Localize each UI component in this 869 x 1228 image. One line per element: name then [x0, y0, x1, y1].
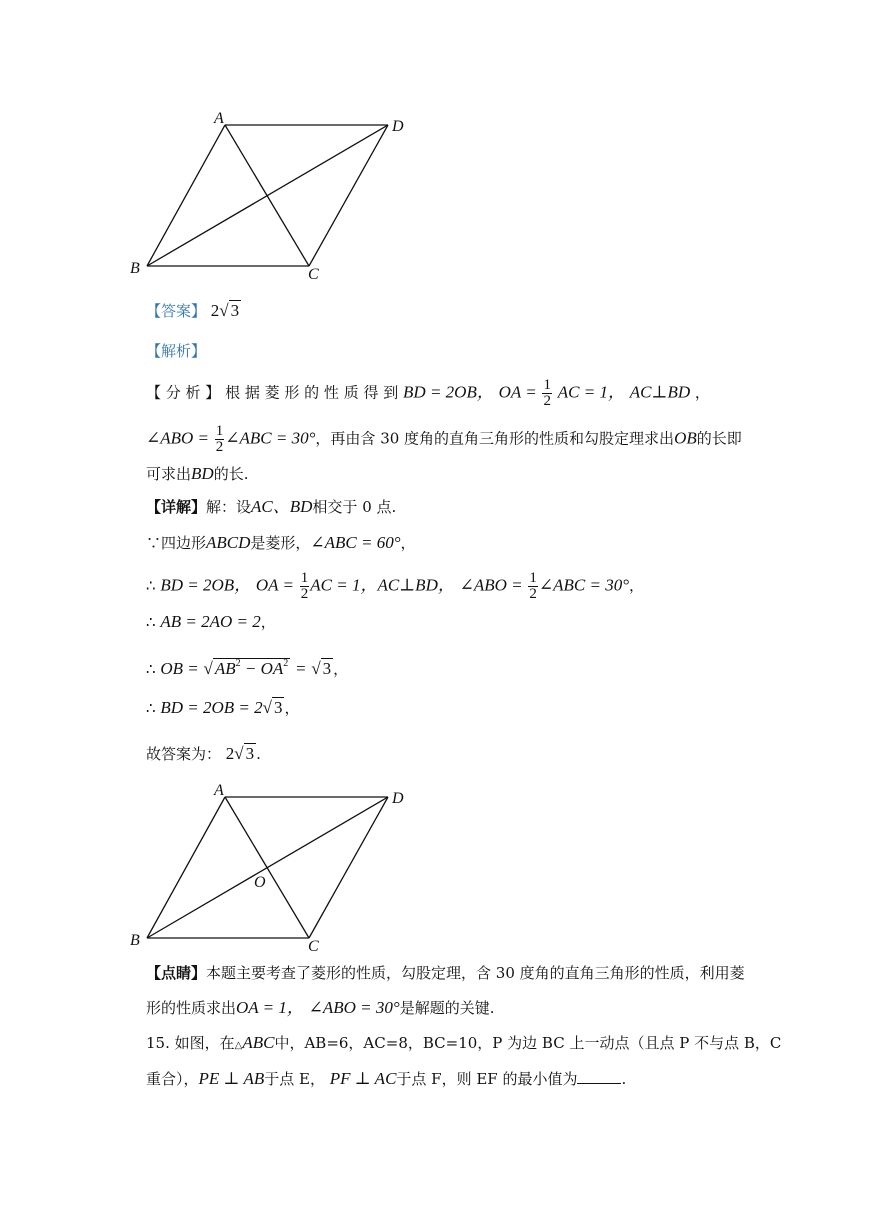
detail-step-5 [146, 697, 759, 719]
question-text-c: 重合）， [146, 1070, 199, 1088]
eq-ac-perp-bd: AC⊥BD [629, 382, 691, 402]
analysis-tag-line [146, 340, 759, 362]
eq-bd-2ob: BD = 2OB， [403, 382, 494, 402]
comment-line-2 [146, 997, 759, 1019]
question-line-2 [146, 1068, 759, 1090]
step1-angle: ∠ABC = 60° [310, 533, 401, 552]
step4-eq: = [295, 659, 307, 678]
comment-text-b: 形的性质求出 [146, 999, 237, 1017]
step3-ab: AB = 2AO = 2 [160, 612, 261, 631]
pf-perp-ac: PF ⊥ AC [329, 1069, 397, 1088]
sqrt-ab-oa: √ $AB^2 - OA^2$ [203, 658, 289, 678]
step2-oa-rhs: AC = 1， [310, 575, 378, 595]
question-text-f: . [621, 1070, 627, 1088]
label-c: C [308, 938, 319, 955]
analysis-text-3b: 的长. [213, 465, 249, 483]
fraction-half-2: $\frac{1}{2}$ [215, 423, 224, 455]
eq-oa-lhs: OA = [498, 382, 537, 402]
therefore-symbol: ∴ [146, 576, 156, 595]
detail-tag: 【详解】 [146, 498, 207, 516]
question-text-d: 于点 E， [264, 1070, 325, 1088]
comment-text-a: 本题主要考查了菱形的性质，勾股定理，含 30 度角的直角三角形的性质，利用菱 [206, 964, 745, 982]
step3-b: ， [260, 613, 276, 631]
answer-line [146, 300, 759, 322]
comment-angle: ∠ABO = 30° [308, 998, 400, 1017]
comment-tag: 【点睛】 [146, 964, 207, 982]
label-d: D [392, 790, 404, 807]
therefore-symbol: ∴ [146, 613, 156, 631]
detail-step-4 [146, 653, 759, 680]
step4-ob: OB = [160, 659, 199, 678]
label-a: A [214, 110, 224, 127]
diagonal-bd [147, 125, 388, 266]
side-cd [309, 797, 388, 938]
comment-oa: OA = 1， [236, 998, 304, 1017]
therefore-symbol: ∴ [146, 660, 156, 678]
label-b: B [130, 260, 140, 277]
detail-intro [146, 496, 759, 518]
question-number: 15. [146, 1034, 170, 1052]
analysis-text-2a: ，再由含 30 度角的直角三角形的性质和勾股定理求出 [315, 429, 675, 448]
answer-tag: 【答案】 [146, 302, 207, 320]
step5-bd: BD = 2OB = 2 [160, 698, 263, 717]
label-b: B [130, 932, 140, 949]
rhombus-diagram [120, 108, 420, 288]
comment-text-c: 是解题的关键. [399, 999, 495, 1017]
analysis-line-3 [146, 463, 759, 485]
question-text-b: 中，AB=6，AC=8，BC=10，P 为边 BC 上一动点（且点 P 不与点 B，C [274, 1034, 782, 1052]
answer-sqrt: √ 3 [219, 301, 240, 320]
answer-blank [577, 1069, 621, 1084]
eq-abo-lhs: ∠ABO = [146, 428, 210, 448]
comma: ， [694, 383, 710, 402]
label-a: A [214, 782, 224, 799]
comment-line-1 [146, 962, 759, 984]
rhombus-figure-top [120, 108, 420, 288]
therefore-symbol: ∴ [146, 699, 156, 717]
analysis-tag: 【解析】 [146, 342, 207, 360]
eq-oa-rhs: AC = 1， [557, 382, 625, 402]
final-b: . [256, 745, 261, 763]
sqrt-3b: √ 3 [262, 698, 283, 717]
fenxi-tag: 【 分 析 】 [146, 383, 221, 402]
analysis-text-3a: 可求出 [146, 465, 192, 483]
analysis-line-1 [146, 378, 759, 409]
step1-c: ， [400, 534, 416, 552]
label-o: O [254, 874, 266, 891]
side-ab [147, 125, 225, 266]
step2-b: ， [629, 576, 645, 595]
step1-abcd: ABCD [206, 533, 251, 552]
detail-intro-math: AC、BD [251, 497, 313, 516]
sqrt-final: √ 3 [234, 744, 255, 763]
step1-b: 是菱形， [250, 534, 311, 552]
detail-intro-a: 解：设 [206, 498, 252, 516]
fraction-half: $\frac{1}{2}$ [543, 377, 551, 409]
ob-symbol: OB [674, 428, 697, 448]
step4-b: ， [333, 660, 349, 678]
detail-intro-b: 相交于 0 点. [312, 498, 397, 516]
bd-symbol: BD [191, 464, 214, 483]
detail-step-1 [146, 532, 759, 554]
side-ab [147, 797, 225, 938]
triangle-symbol: △ [234, 1040, 243, 1051]
final-a: 故答案为： [146, 745, 222, 763]
detail-step-3 [146, 611, 759, 633]
rhombus-diagram-with-o [120, 780, 420, 960]
pe-perp-ab: PE ⊥ AB [198, 1069, 265, 1088]
sqrt-3: √ 3 [311, 659, 332, 678]
eq-abo-rhs: ∠ABC = 30° [225, 428, 316, 448]
question-text-a: 如图，在 [174, 1034, 235, 1052]
final-coef: 2 [225, 744, 235, 763]
question-text-e: 于点 F，则 EF 的最小值为 [396, 1070, 578, 1088]
fraction-half-3: $\frac{1}{2}$ [300, 570, 309, 602]
triangle-abc: ABC [242, 1033, 275, 1052]
diagonal-bd [147, 797, 388, 938]
step2-bd: BD = 2OB， [160, 575, 252, 595]
step2-abo-rhs: ∠ABC = 30° [538, 575, 630, 595]
step5-b: ， [284, 699, 300, 717]
step1-a: ∵四边形 [146, 534, 207, 552]
question-line-1 [146, 1032, 782, 1057]
fraction-half-4: $\frac{1}{2}$ [529, 570, 537, 602]
label-c: C [308, 266, 319, 283]
label-d: D [392, 118, 404, 135]
side-cd [309, 125, 388, 266]
step2-perp: AC⊥BD， [377, 575, 455, 595]
rhombus-figure-bottom [120, 780, 420, 960]
answer-coef: 2 [210, 301, 220, 320]
analysis-text-2b: 的长即 [696, 429, 742, 448]
analysis-text-1: 根 据 菱 形 的 性 质 得 到 [225, 383, 399, 402]
final-answer-line [146, 743, 759, 765]
analysis-line-2 [146, 424, 759, 455]
detail-step-2 [146, 571, 759, 602]
step2-oa-lhs: OA = [255, 575, 294, 595]
step2-abo-lhs: ∠ABO = [459, 575, 523, 595]
